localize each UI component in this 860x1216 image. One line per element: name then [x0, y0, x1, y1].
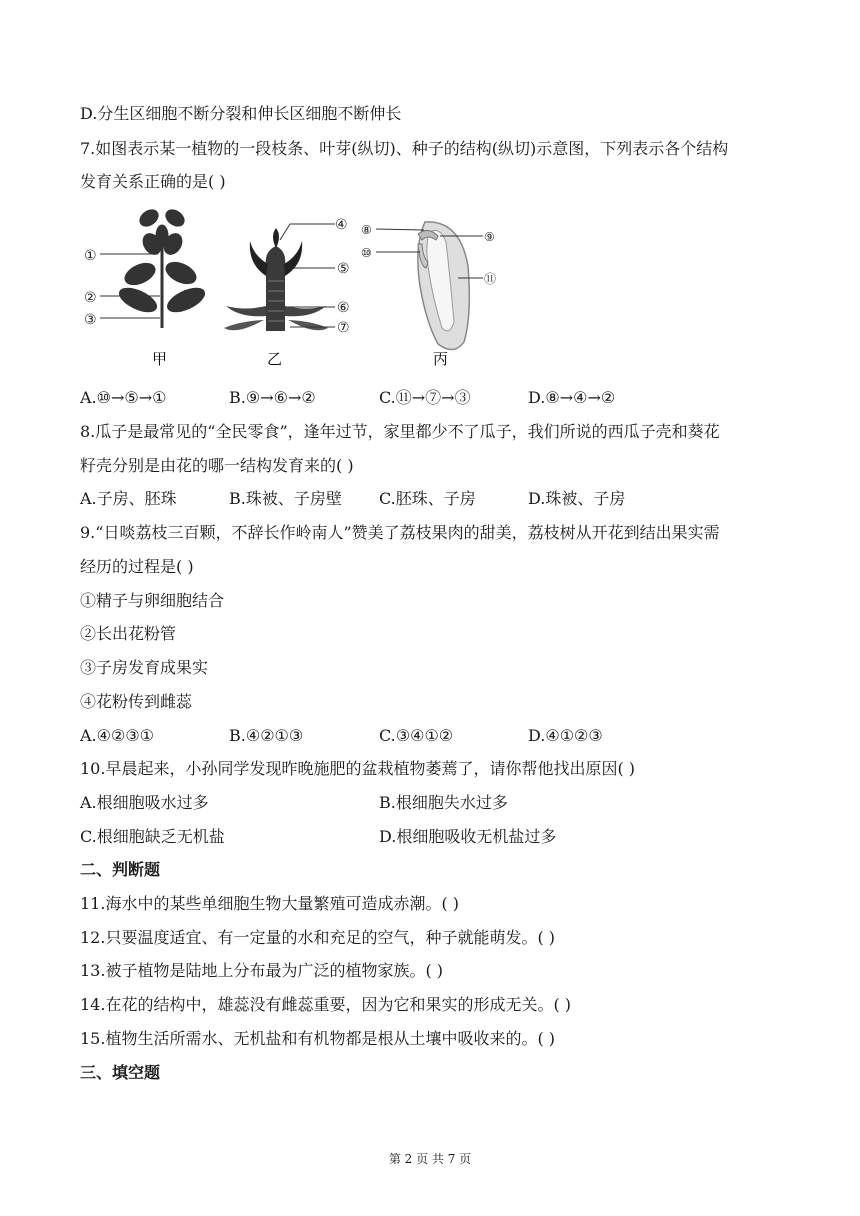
- q7-option-d: D.⑧→④→②: [528, 388, 616, 407]
- marker-3: ③: [84, 312, 97, 328]
- q8-option-d: D.珠被、子房: [528, 489, 626, 508]
- question-9-stem: 9.“日啖荔枝三百颗，不辞长作岭南人”赞美了荔枝果肉的甜美，荔枝树从开花到结出果实需: [80, 523, 720, 542]
- caption-bing: 丙: [433, 350, 449, 368]
- q9-step-1: ①精子与卵细胞结合: [80, 591, 225, 610]
- marker-5: ⑤: [337, 261, 350, 277]
- marker-2: ②: [84, 290, 97, 306]
- marker-11: ⑪: [484, 272, 497, 286]
- marker-9: ⑨: [484, 230, 495, 244]
- q9-option-d: D.④①②③: [528, 726, 603, 745]
- marker-7: ⑦: [337, 320, 350, 336]
- marker-10: ⑩: [361, 246, 372, 260]
- marker-8: ⑧: [361, 223, 372, 237]
- question-15: 15.植物生活所需水、无机盐和有机物都是根从土壤中吸收来的。( ): [80, 1029, 556, 1048]
- marker-4: ④: [335, 217, 348, 233]
- figure-jia-markers: [84, 248, 97, 328]
- question-14: 14.在花的结构中，雄蕊没有雌蕊重要，因为它和果实的形成无关。( ): [80, 995, 572, 1014]
- q8-option-a: A.子房、胚珠: [80, 489, 177, 508]
- q7-option-a: A.⑩→⑤→①: [80, 388, 167, 407]
- q7-option-b: B.⑨→⑥→②: [229, 388, 316, 407]
- figure-yi-bud: [224, 224, 335, 331]
- question-9-stem-cont: 经历的过程是( ): [80, 557, 194, 576]
- question-6-option-d: D.分生区细胞不断分裂和伸长区细胞不断伸长: [80, 104, 402, 123]
- q10-option-d: D.根细胞吸收无机盐过多: [379, 827, 557, 846]
- q8-option-b: B.珠被、子房壁: [229, 489, 342, 508]
- q9-step-3: ③子房发育成果实: [80, 658, 209, 677]
- section-heading-true-false: 二、判断题: [80, 860, 161, 879]
- q9-option-c: C.③④①②: [379, 726, 454, 745]
- q10-option-c: C.根细胞缺乏无机盐: [80, 827, 225, 846]
- q8-option-c: C.胚珠、子房: [379, 489, 476, 508]
- q7-option-c: C.⑪→⑦→③: [379, 388, 471, 407]
- caption-jia: 甲: [152, 350, 168, 368]
- page-footer: 第 2 页 共 7 页: [388, 1152, 472, 1166]
- q9-step-4: ④花粉传到雌蕊: [80, 692, 193, 711]
- question-8-stem: 8.瓜子是最常见的“全民零食”，逢年过节，家里都少不了瓜子，我们所说的西瓜子壳和葵花: [80, 422, 720, 441]
- figure-jia-branch: [100, 207, 208, 328]
- q9-option-b: B.④②①③: [229, 726, 304, 745]
- question-7-stem-cont: 发育关系正确的是( ): [80, 172, 226, 191]
- q9-option-a: A.④②③①: [80, 726, 155, 745]
- q10-option-b: B.根细胞失水过多: [379, 793, 508, 812]
- figure-yi-markers: [335, 217, 350, 336]
- q10-option-a: A.根细胞吸水过多: [80, 793, 209, 812]
- question-8-stem-cont: 籽壳分别是由花的哪一结构发育来的( ): [80, 456, 354, 475]
- question-12: 12.只要温度适宜、有一定量的水和充足的空气，种子就能萌发。( ): [80, 928, 556, 947]
- caption-yi: 乙: [267, 350, 283, 368]
- marker-6: ⑥: [337, 300, 350, 316]
- q9-step-2: ②长出花粉管: [80, 624, 177, 643]
- question-11: 11.海水中的某些单细胞生物大量繁殖可造成赤潮。( ): [80, 894, 460, 913]
- section-heading-fill-in: 三、填空题: [80, 1063, 161, 1082]
- question-7-stem: 7.如图表示某一植物的一段枝条、叶芽(纵切)、种子的结构(纵切)示意图，下列表示各个结构: [80, 139, 729, 158]
- figure-bing-seed: [376, 222, 483, 350]
- marker-1: ①: [84, 248, 97, 264]
- plant-structure-figure: [80, 206, 520, 374]
- question-13: 13.被子植物是陆地上分布最为广泛的植物家族。( ): [80, 961, 444, 980]
- question-10-stem: 10.早晨起来，小孙同学发现昨晚施肥的盆栽植物萎蔫了，请你帮他找出原因( ): [80, 759, 636, 778]
